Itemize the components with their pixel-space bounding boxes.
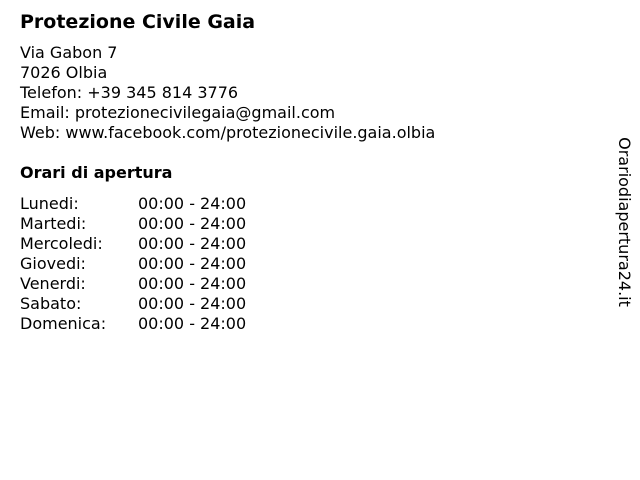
hours-row-friday <box>20 274 280 294</box>
web-line: Web: www.facebook.com/protezionecivile.gaia.olbia <box>20 123 436 142</box>
time-range: 00:00 - 24:00 <box>138 254 247 273</box>
day-label: Lunedi: <box>20 194 79 213</box>
time-range: 00:00 - 24:00 <box>138 214 247 233</box>
day-label: Martedi: <box>20 214 87 233</box>
hours-row-tuesday <box>20 214 280 234</box>
brand-text: Orariodiapertura24.it <box>615 137 634 307</box>
phone-line: Telefon: +39 345 814 3776 <box>20 83 239 102</box>
day-label: Venerdi: <box>20 274 86 293</box>
day-label: Sabato: <box>20 294 82 313</box>
time-range: 00:00 - 24:00 <box>138 294 247 313</box>
time-range: 00:00 - 24:00 <box>138 274 247 293</box>
day-label: Giovedi: <box>20 254 86 273</box>
email-line: Email: protezionecivilegaia@gmail.com <box>20 103 336 122</box>
hours-row-wednesday <box>20 234 280 254</box>
day-label: Mercoledi: <box>20 234 103 253</box>
hours-table <box>20 194 280 334</box>
hours-row-sunday <box>20 314 280 334</box>
hours-row-thursday <box>20 254 280 274</box>
time-range: 00:00 - 24:00 <box>138 234 247 253</box>
contact-block <box>20 43 435 143</box>
address-street: Via Gabon 7 <box>20 43 118 62</box>
hours-row-monday <box>20 194 280 214</box>
brand-watermark <box>612 135 636 310</box>
time-range: 00:00 - 24:00 <box>138 194 247 213</box>
business-name: Protezione Civile Gaia <box>20 11 256 33</box>
day-label: Domenica: <box>20 314 107 333</box>
time-range: 00:00 - 24:00 <box>138 314 247 333</box>
business-card <box>20 0 600 480</box>
hours-row-saturday <box>20 294 280 314</box>
address-city: 7026 Olbia <box>20 63 108 82</box>
hours-heading: Orari di apertura <box>20 163 173 182</box>
